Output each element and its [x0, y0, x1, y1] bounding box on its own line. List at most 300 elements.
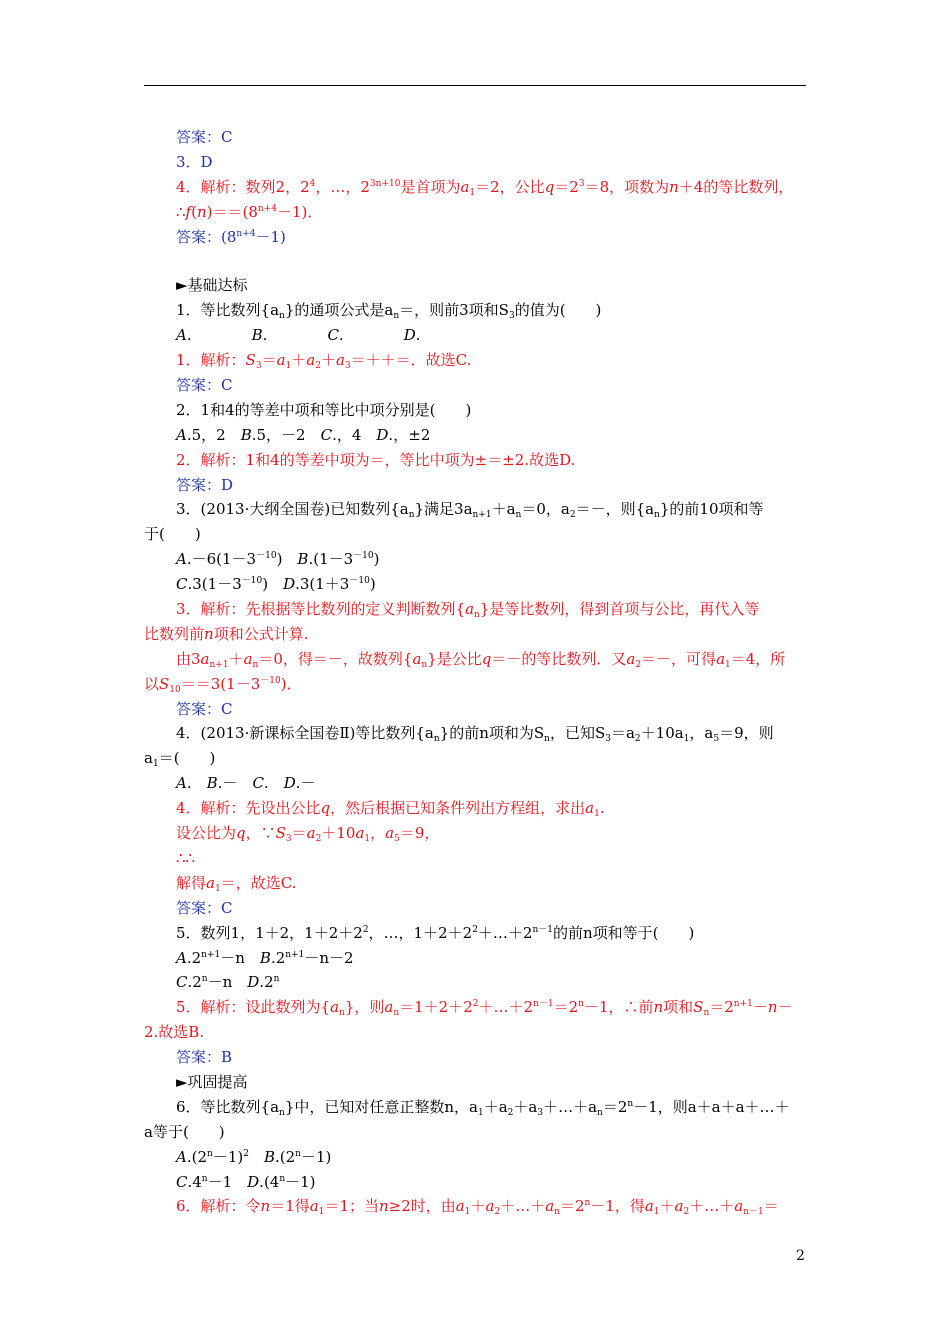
text-segment: 3n+10 — [369, 178, 401, 189]
text-segment: n — [421, 659, 428, 670]
text-segment: －1，∴前 — [583, 998, 654, 1017]
header-rule — [144, 85, 806, 86]
text-segment: n — [279, 1107, 285, 1118]
text-segment: －1，则a＋a＋a＋…＋ — [633, 1097, 790, 1116]
text-segment: q — [320, 799, 331, 818]
text-segment: .(1－3 — [308, 550, 354, 569]
text-line — [144, 497, 808, 522]
text-line — [144, 622, 808, 647]
text-line — [144, 473, 808, 498]
text-segment: 项和 — [663, 998, 694, 1017]
text-line — [144, 771, 808, 796]
text-segment: ＋…＋2 — [477, 923, 533, 942]
text-segment: ＝9， — [399, 824, 440, 843]
text-segment: )＝＝(8 — [206, 202, 258, 221]
text-segment: 设公比为 — [176, 824, 237, 843]
text-segment: a — [200, 649, 210, 668]
text-segment: a — [355, 824, 365, 843]
text-segment: A — [176, 425, 187, 444]
text-segment: 1 — [725, 659, 731, 670]
text-segment: 由3 — [176, 649, 201, 668]
text-segment: 1 — [653, 1207, 660, 1218]
text-segment: q — [481, 649, 492, 668]
text-segment: a — [460, 177, 470, 196]
text-segment: 1 — [285, 361, 292, 372]
text-segment: .(2 — [275, 1147, 296, 1166]
text-segment: n — [201, 974, 208, 985]
text-segment: ＝0，a — [521, 500, 570, 519]
text-segment: －n — [207, 973, 248, 992]
text-segment: B — [251, 326, 263, 345]
text-segment: 1 — [152, 759, 159, 770]
text-segment: ＝2 — [709, 998, 734, 1017]
text-segment: n — [207, 1148, 213, 1159]
text-segment: a等于( ) — [144, 1122, 225, 1141]
text-segment: S — [275, 824, 286, 843]
text-segment: ＝1；当 — [324, 1197, 379, 1216]
text-segment: a — [716, 649, 726, 668]
text-line — [144, 1045, 808, 1070]
text-segment: n — [279, 311, 285, 322]
text-segment: ＋10a — [640, 724, 684, 743]
text-segment: a — [144, 749, 153, 768]
text-segment: ＝8，项数为 — [584, 177, 670, 196]
text-line — [144, 821, 808, 846]
text-segment: .(4 — [259, 1172, 280, 1191]
text-segment: D — [403, 326, 416, 345]
text-segment: － — [752, 998, 768, 1017]
text-segment: ＝1得 — [270, 1197, 310, 1216]
text-segment: ＝＋＋＝．故选C. — [350, 351, 472, 370]
text-segment: n — [379, 1197, 389, 1216]
text-segment: S — [693, 998, 704, 1017]
text-segment: 3 — [537, 1107, 544, 1118]
text-segment: 2 — [315, 361, 321, 372]
text-segment: n — [653, 998, 664, 1017]
text-segment: ＝2 — [553, 998, 579, 1017]
text-segment: a — [585, 799, 595, 818]
text-segment: a — [644, 1197, 654, 1216]
text-segment: n — [260, 1197, 271, 1216]
text-segment: 4．解析：数列2，2 — [176, 177, 310, 196]
text-segment: ＝－的等比数列．又 — [491, 649, 627, 668]
text-line — [144, 871, 808, 896]
text-line — [144, 746, 808, 771]
text-segment: q — [236, 824, 246, 843]
text-segment: ＝2 — [602, 1097, 628, 1116]
text-line — [144, 1020, 808, 1045]
text-segment: ＋…＋ — [500, 1197, 546, 1216]
text-segment: 的值为( ) — [514, 301, 602, 320]
text-segment: ＋…＋a — [543, 1097, 598, 1116]
text-segment: 4．解析：先设出公比 — [176, 799, 321, 818]
text-segment: .，4 — [332, 425, 377, 444]
text-segment: 3 — [285, 834, 292, 845]
text-segment: D — [283, 575, 296, 594]
text-segment: a — [335, 351, 345, 370]
text-segment — [249, 1148, 264, 1166]
text-line — [144, 970, 808, 995]
text-segment: n+4 — [236, 228, 256, 239]
text-segment: a — [330, 998, 340, 1017]
text-segment: a — [243, 649, 253, 668]
text-segment: 1 — [464, 1207, 471, 1218]
text-segment: 1．解析： — [176, 351, 246, 370]
text-segment: n — [627, 1098, 634, 1109]
text-segment: －10 — [241, 576, 263, 587]
text-segment: ) — [276, 550, 298, 569]
text-line — [144, 572, 808, 597]
text-segment: n — [669, 177, 679, 196]
text-segment: .，±2 — [388, 425, 431, 444]
text-segment: . — [186, 774, 207, 793]
text-segment: －n — [220, 948, 260, 967]
text-segment: n+1 — [733, 999, 753, 1010]
text-segment: n — [584, 1198, 591, 1209]
text-segment: a — [734, 1197, 744, 1216]
text-segment: }满足3a — [414, 500, 473, 519]
text-segment: D — [376, 425, 389, 444]
text-segment: ＋ — [659, 1197, 675, 1216]
text-segment: C — [252, 774, 264, 793]
text-segment: － — [777, 998, 793, 1017]
text-line — [144, 1095, 808, 1120]
text-segment: .－6(1－3 — [186, 550, 257, 569]
text-segment: n — [201, 1173, 208, 1184]
text-segment: 项和公式计算. — [213, 624, 309, 643]
text-segment: n — [654, 510, 660, 521]
text-segment: }的通项公式是a — [284, 301, 394, 320]
text-segment: C — [320, 425, 333, 444]
text-segment: －1) — [255, 227, 286, 246]
text-segment: 5．解析：设此数列为{ — [176, 998, 331, 1017]
text-segment: 3 — [605, 734, 611, 745]
text-segment: ＝1＋2＋2 — [399, 998, 473, 1017]
text-segment: －1)． — [276, 202, 323, 221]
text-line — [144, 1170, 808, 1195]
text-segment: n－1 — [533, 999, 554, 1010]
text-line — [144, 398, 808, 423]
text-segment: ) — [369, 575, 376, 594]
text-segment: ＝a — [610, 724, 635, 743]
text-segment: ＝( ) — [158, 749, 216, 768]
text-segment: 2．解析：1和4的等差中项为＝，等比中项为±＝±2.故选D. — [176, 450, 576, 469]
text-segment: 3 — [508, 311, 515, 322]
text-segment: 1 — [477, 1107, 484, 1118]
text-segment: n — [393, 1008, 400, 1019]
text-segment: 比数列前 — [144, 624, 205, 643]
text-segment: ＝4，所 — [730, 649, 786, 668]
text-segment: B — [263, 1147, 275, 1166]
text-segment: n+4 — [257, 203, 277, 214]
text-segment: ， — [370, 824, 386, 843]
text-segment: 3 — [255, 361, 262, 372]
text-line — [144, 200, 808, 225]
text-segment: ＝，则前3项和S — [399, 301, 509, 320]
text-segment: S — [245, 351, 256, 370]
text-segment: n — [204, 624, 214, 643]
text-segment: ＝2 — [559, 1197, 585, 1216]
text-segment: 答案：B — [176, 1048, 233, 1067]
text-segment: 5 — [394, 834, 400, 845]
text-segment: .－ — [295, 774, 316, 793]
text-segment: a — [276, 351, 286, 370]
text-segment: B — [206, 774, 218, 793]
text-segment: a — [674, 1197, 684, 1216]
text-segment: B — [240, 425, 252, 444]
text-segment: n — [515, 510, 522, 521]
text-segment: －1 — [207, 1172, 248, 1191]
text-segment: C — [327, 326, 339, 345]
text-segment: q — [544, 177, 555, 196]
text-segment: a — [485, 1197, 495, 1216]
text-segment: D — [283, 774, 296, 793]
text-segment: 10 — [169, 684, 181, 695]
text-segment: n+1 — [209, 659, 229, 670]
text-segment: 6．等比数列{a — [176, 1097, 280, 1116]
text-segment: n — [252, 659, 259, 670]
text-segment: n — [544, 734, 550, 745]
text-segment: A — [176, 326, 187, 345]
text-line — [144, 921, 808, 946]
text-segment: ) — [262, 575, 284, 594]
text-segment: 2.故选B. — [144, 1023, 205, 1042]
text-segment: ＝0，得＝－，故数列{ — [258, 649, 413, 668]
text-segment: .2 — [270, 948, 286, 967]
text-segment: }是等比数列，得到首项与公比，再代入等 — [479, 600, 760, 619]
text-line — [144, 547, 808, 572]
text-segment: ＝2，公比 — [475, 177, 545, 196]
text-segment: ＝9，则 — [719, 724, 774, 743]
text-segment: .5，2 — [186, 425, 241, 444]
text-line — [144, 423, 808, 448]
text-line — [144, 896, 808, 921]
text-segment: B — [297, 550, 309, 569]
text-segment: 3．解析：先根据等比数列的定义判断数列{ — [176, 600, 466, 619]
text-segment: ＝ — [763, 1197, 779, 1216]
text-segment: 3 — [578, 178, 585, 189]
text-segment: .5，－2 — [251, 425, 321, 444]
text-segment: a — [206, 873, 215, 892]
text-segment: ＋4的等比数列， — [678, 177, 794, 196]
text-segment: ＋ — [291, 351, 307, 370]
text-line — [144, 1194, 808, 1219]
text-segment: ) — [373, 550, 380, 569]
text-segment: ►基础达标 — [176, 276, 248, 295]
text-segment: ＋…＋ — [689, 1197, 735, 1216]
text-segment: 2 — [472, 999, 479, 1010]
text-segment: 答案：C — [176, 376, 233, 395]
text-segment: . — [415, 326, 421, 345]
text-segment: 答案：D — [176, 475, 234, 494]
text-segment: n — [295, 1148, 301, 1159]
page-number: 2 — [796, 1248, 805, 1264]
text-segment: .－ — [217, 774, 253, 793]
text-segment: 6．解析：令 — [176, 1197, 261, 1216]
text-segment: 2 — [507, 1107, 514, 1118]
text-segment: 2．1和4的等差中项和等比中项分别是( ) — [176, 400, 472, 419]
text-segment: ，然后根据已知条件列出方程组，求出 — [330, 799, 586, 818]
text-segment: 以 — [144, 674, 160, 693]
text-segment: ∴∴ — [176, 848, 196, 867]
text-segment: C — [176, 973, 188, 992]
text-segment: a — [306, 824, 316, 843]
text-segment: 2 — [362, 924, 369, 935]
text-line — [144, 1070, 808, 1095]
text-segment: ►巩固提高 — [176, 1072, 248, 1091]
text-segment: a — [385, 824, 395, 843]
text-segment: 2 — [494, 1207, 501, 1218]
text-segment: a — [545, 1197, 555, 1216]
text-segment: n — [196, 202, 207, 221]
text-segment: a — [309, 1197, 319, 1216]
text-segment: }，则 — [344, 998, 385, 1017]
text-segment: ＋ — [320, 351, 336, 370]
text-segment: a — [306, 351, 316, 370]
text-segment: . — [186, 326, 252, 345]
text-segment: 1．等比数列{a — [176, 301, 280, 320]
text-line — [144, 125, 808, 150]
text-segment: a — [455, 1197, 465, 1216]
text-segment: .(2 — [186, 1147, 208, 1166]
text-segment: ，∵ — [245, 824, 276, 843]
text-segment: －10 — [260, 675, 281, 686]
text-segment: D — [247, 1172, 260, 1191]
text-segment: ＋ — [470, 1197, 486, 1216]
text-line — [144, 348, 808, 373]
text-segment: 答案：C — [176, 699, 233, 718]
text-segment: .2 — [187, 973, 202, 992]
text-segment: ＋a — [483, 1097, 508, 1116]
text-segment: D — [247, 973, 260, 992]
text-segment: )． — [280, 674, 302, 693]
text-segment: n+1 — [201, 949, 221, 960]
text-line — [144, 448, 808, 473]
text-segment: ＝－，可得 — [641, 649, 717, 668]
document-body — [144, 125, 808, 1219]
text-segment: n — [767, 998, 778, 1017]
text-segment: .3(1－3 — [187, 575, 242, 594]
text-segment: n — [279, 1173, 286, 1184]
text-segment: S — [159, 674, 170, 693]
text-segment: B — [259, 948, 271, 967]
text-segment: . — [338, 326, 404, 345]
text-segment: ( — [191, 202, 197, 221]
text-line — [144, 1120, 808, 1145]
text-segment: －1) — [212, 1147, 244, 1166]
text-segment: 4 — [309, 178, 316, 189]
text-segment: ＝＝3(1－3 — [180, 674, 261, 693]
text-segment: ，…，2 — [315, 177, 370, 196]
text-segment: 是首项为 — [400, 177, 461, 196]
text-segment: 答案：C — [176, 128, 233, 146]
text-segment: －10 — [256, 551, 277, 562]
text-segment: 1 — [683, 734, 690, 745]
text-segment: n — [554, 1207, 560, 1218]
text-segment: ＋…＋2 — [478, 998, 534, 1017]
text-segment: . — [263, 774, 284, 793]
text-segment: 1 — [318, 1207, 325, 1218]
text-line — [144, 647, 808, 672]
text-segment: 5 — [713, 734, 720, 745]
text-line — [144, 995, 808, 1020]
text-line — [144, 672, 808, 697]
text-segment: n — [703, 1008, 710, 1019]
text-segment: A — [176, 948, 187, 967]
text-segment: 2 — [634, 734, 641, 745]
text-line — [144, 150, 808, 175]
text-segment: －10 — [353, 551, 374, 562]
text-segment: n－1 — [532, 924, 553, 935]
text-segment: C — [176, 1172, 188, 1191]
text-segment: n－1 — [743, 1207, 764, 1218]
text-segment: }中，已知对任意正整数n，a — [284, 1097, 478, 1116]
text-segment: a — [465, 600, 475, 619]
text-line — [144, 273, 808, 298]
text-segment: }是公比 — [427, 649, 482, 668]
text-segment: . — [262, 326, 328, 345]
text-segment: 于( ) — [144, 525, 201, 544]
text-segment: －n－2 — [304, 948, 354, 967]
text-segment: n — [433, 734, 440, 745]
text-segment: 解得 — [176, 873, 207, 892]
text-segment: ＋a — [513, 1097, 538, 1116]
text-segment: 3．(2013·大纲全国卷)已知数列{a — [176, 500, 409, 519]
text-segment: n — [474, 610, 480, 621]
text-segment: 2 — [472, 924, 478, 935]
text-segment: 1 — [364, 834, 371, 845]
text-segment: C — [176, 575, 188, 594]
text-segment: 3 — [344, 361, 351, 372]
text-line — [144, 796, 808, 821]
text-segment: .4 — [187, 1172, 202, 1191]
text-segment: 2 — [243, 1148, 249, 1159]
text-segment: n+1 — [285, 949, 305, 960]
text-segment: a — [412, 649, 422, 668]
text-segment: 答案：C — [176, 898, 233, 917]
text-segment: n — [597, 1107, 603, 1118]
text-segment: a — [384, 998, 394, 1017]
text-segment: }的前10项和等 — [659, 500, 764, 519]
text-segment: －1) — [300, 1147, 332, 1166]
text-segment: A — [176, 550, 187, 569]
text-line — [144, 373, 808, 398]
text-segment: 5．数列1，1＋2，1＋2＋2 — [176, 923, 363, 942]
text-segment: ＝ — [291, 824, 307, 843]
text-segment: 1 — [469, 187, 476, 198]
text-segment: ∴ — [176, 202, 186, 221]
text-line — [144, 175, 808, 200]
text-segment: a — [626, 649, 636, 668]
text-segment: ≥2时，由 — [388, 1197, 456, 1216]
text-line — [144, 597, 808, 622]
text-segment: 4．(2013·新课标全国卷Ⅱ)等比数列{a — [176, 724, 434, 743]
text-segment: 的前n项和等于( ) — [553, 923, 695, 942]
text-segment: . — [599, 799, 605, 818]
text-line — [144, 846, 808, 871]
text-segment: f — [185, 202, 192, 221]
text-segment: 2 — [683, 1207, 690, 1218]
text-segment: ＝2 — [554, 177, 579, 196]
text-segment: ＋10 — [321, 824, 356, 843]
text-segment: 3．D — [176, 152, 213, 171]
text-segment: .2 — [259, 973, 274, 992]
text-segment: n — [339, 1008, 345, 1019]
text-segment: 1 — [214, 883, 221, 894]
text-segment: 答案：(8 — [176, 227, 237, 246]
text-line — [144, 946, 808, 971]
text-segment: ＝，故选C. — [220, 873, 297, 892]
